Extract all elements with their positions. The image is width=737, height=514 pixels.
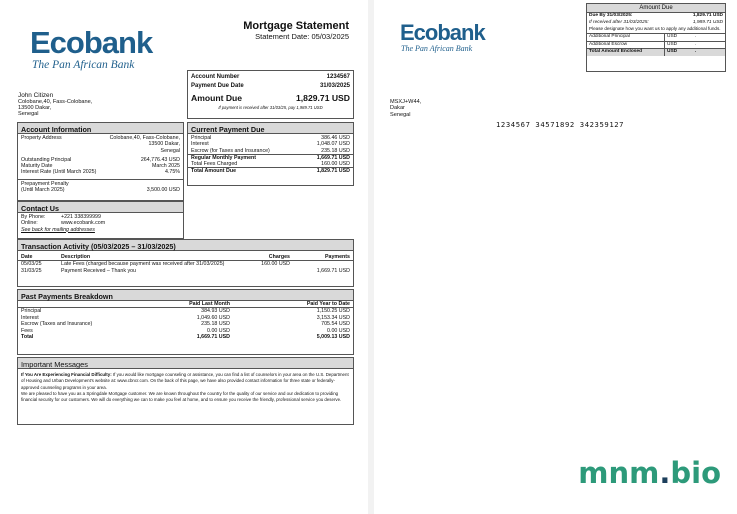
messages-body xyxy=(18,369,353,403)
remit-address-line: Senegal xyxy=(390,111,411,118)
col-description: Description xyxy=(61,254,91,260)
additional-escrow-label: Additional Escrow xyxy=(587,42,665,49)
coupon-due-label: Due By 31/03/2025: xyxy=(589,13,633,18)
customer-address xyxy=(18,93,92,117)
transaction-activity-heading: Transaction Activity (05/03/2025 – 31/03/2025) xyxy=(18,240,353,251)
currency-label: USD xyxy=(667,41,678,47)
table-row xyxy=(18,261,353,268)
logo-tagline: The Pan African Bank xyxy=(32,59,135,71)
row-label: Total Amount Due xyxy=(191,168,237,175)
total-enclosed-row xyxy=(587,48,725,56)
address-line: 13500 Dakar, xyxy=(148,141,180,148)
customer-address-line: Colobane,40, Fass-Colobane, xyxy=(18,99,93,105)
row-label: Escrow (for Taxes and Insurance) xyxy=(191,147,270,154)
important-messages-section xyxy=(17,357,354,425)
property-address-value xyxy=(110,135,180,154)
address-line: Colobane,40, Fass-Colobane, xyxy=(109,135,180,141)
interest-rate-label: Interest Rate (Until March 2025) xyxy=(21,169,97,176)
statement-page xyxy=(0,0,368,514)
coupon-late-label: If received after 31/03/2025: xyxy=(589,19,649,25)
row-label: Total Fees Charged xyxy=(191,161,238,168)
current-payment-row xyxy=(188,167,353,174)
additional-escrow-row xyxy=(587,41,725,49)
tx-charge: 160.00 USD xyxy=(243,261,293,268)
row-value: 1,048.07 USD xyxy=(316,141,350,148)
amount-due-label: Amount Due xyxy=(191,93,243,103)
past-year-to-date: 1,150.25 USD xyxy=(233,308,353,315)
past-last-month: 1,669.71 USD xyxy=(196,334,230,341)
row-label: Interest xyxy=(191,141,209,148)
row-value: 1,829.71 USD xyxy=(316,168,350,175)
amount-due-coupon xyxy=(586,3,726,72)
customer-address-line: 13500 Dakar, xyxy=(18,105,52,111)
amount-due-value: 1,829.71 USD xyxy=(296,93,350,103)
important-messages-heading: Important Messages xyxy=(18,358,353,369)
past-payments-heading: Past Payments Breakdown xyxy=(18,290,353,301)
remittance-page xyxy=(374,0,737,514)
account-information-heading: Account Information xyxy=(18,123,183,134)
tx-payment xyxy=(293,261,353,268)
watermark-text: bio xyxy=(670,456,721,490)
remit-address xyxy=(390,99,421,118)
property-address-label: Property Address xyxy=(21,135,62,141)
total-enclosed-input[interactable]: . xyxy=(695,49,697,54)
col-paid-year-to-date: Paid Year to Date xyxy=(306,301,350,307)
additional-principal-row xyxy=(587,33,725,41)
logo-wordmark: Ecobank xyxy=(400,20,485,45)
prepayment-penalty-label: Prepayment Penalty xyxy=(21,180,69,187)
watermark-dot: . xyxy=(659,456,671,490)
ecobank-logo xyxy=(400,22,485,53)
total-enclosed-label: Total Amount Enclosed xyxy=(587,49,665,56)
customer-address-line: Senegal xyxy=(18,111,39,117)
row-value: 160.00 USD xyxy=(321,161,350,168)
online-label: Online: xyxy=(21,220,38,227)
past-label: Interest xyxy=(21,314,39,321)
interest-rate-value: 4.75% xyxy=(164,169,180,176)
tx-description: Payment Received – Thank you xyxy=(61,267,136,274)
maturity-date-label: Maturity Date xyxy=(21,163,53,170)
logo-tagline: The Pan African Bank xyxy=(401,44,473,53)
past-year-to-date: 705.54 USD xyxy=(321,321,350,328)
outstanding-principal-label: Outstanding Principal xyxy=(21,156,72,163)
additional-principal-label: Additional Principal xyxy=(587,34,665,41)
col-payments: Payments xyxy=(324,254,350,260)
tx-date: 05/03/25 xyxy=(18,261,58,268)
coupon-late-value: 1,989.71 USD xyxy=(692,19,723,25)
account-number-value: 1234567 xyxy=(326,74,350,80)
watermark xyxy=(578,456,721,490)
prepayment-penalty-value: 3,500.00 USD xyxy=(146,187,180,194)
messages-lead: If You Are Experiencing Financial Difficulty: xyxy=(21,372,112,377)
maturity-date-value: March 2025 xyxy=(152,163,180,170)
row-label: Principal xyxy=(191,135,212,141)
row-label: Regular Monthly Payment xyxy=(191,154,257,161)
account-number-label: Account Number xyxy=(191,74,240,80)
coupon-due-value: 1,829.71 USD xyxy=(692,13,723,18)
contact-heading: Contact Us xyxy=(18,202,183,213)
address-line: Senegal xyxy=(160,147,180,154)
past-year-to-date: 3,153.34 USD xyxy=(316,314,350,321)
account-information-section xyxy=(17,122,184,201)
coupon-heading: Amount Due xyxy=(587,4,725,13)
row-value: 1,669.71 USD xyxy=(316,154,350,161)
past-payments-table xyxy=(18,301,353,340)
past-label: Fees xyxy=(21,327,33,334)
additional-escrow-input[interactable]: . xyxy=(695,41,697,47)
tx-date: 31/03/25 xyxy=(21,267,42,274)
contact-section xyxy=(17,201,184,239)
current-payment-rows xyxy=(188,135,353,175)
tx-description: Late Fees (charged because payment was received after 31/03/2025) xyxy=(58,261,243,268)
due-date-label: Payment Due Date xyxy=(191,83,244,89)
transaction-activity-section xyxy=(17,239,354,287)
transaction-table xyxy=(18,254,353,274)
table-row xyxy=(18,308,353,315)
current-payment-row xyxy=(188,154,353,161)
table-row xyxy=(18,334,353,340)
website-link[interactable]: www.ecobank.com xyxy=(61,220,106,227)
table-row xyxy=(18,268,353,274)
outstanding-principal-value: 264,776.43 USD xyxy=(140,156,180,163)
past-label: Escrow (Taxes and Insurance) xyxy=(21,321,93,328)
phone-label: By Phone: xyxy=(21,214,46,220)
coupon-note: Please designate how you want us to apply any additional funds. xyxy=(589,26,721,31)
past-last-month: 1,049.60 USD xyxy=(196,314,230,321)
tx-payment: 1,669.71 USD xyxy=(316,267,350,274)
logo-wordmark: Ecobank xyxy=(30,25,153,60)
summary-box xyxy=(187,70,354,119)
statement-date: Statement Date: 05/03/2025 xyxy=(255,32,349,41)
current-payment-section xyxy=(187,122,354,186)
messages-paragraph: If you would like mortgage counseling or assistance, you can find a list of counselors in your area on the U.S. Department of Housing and Urban Development's website at: www.cbncr.com. On the back of this page, we have also provided contact information for three state or federally-approved counseling programs in your area. xyxy=(21,372,349,390)
row-value: 386.46 USD xyxy=(321,135,350,141)
remit-address-line: Dakar xyxy=(390,105,405,112)
additional-principal-input[interactable]: . xyxy=(695,34,697,39)
past-last-month: 0.00 USD xyxy=(207,327,230,334)
currency-label: USD xyxy=(667,34,678,39)
row-value: 235.18 USD xyxy=(321,147,350,154)
remit-address-line: MSXJ+W44, xyxy=(390,99,422,105)
messages-paragraph: We are pleased to have you as a Springdale Mortgage customer. We are known throughout the country for the quality of our service and our dedication to providing financial security for our customers. We will do everything we can to make you feel at home, and to ensure you receive the friendly, professional service you deserve. xyxy=(21,390,342,403)
prepayment-penalty-period: (Until March 2025) xyxy=(21,187,65,194)
tx-charge xyxy=(243,268,293,274)
micr-line: 1234567 34571892 342359127 xyxy=(496,120,625,129)
due-date-value: 31/03/2025 xyxy=(319,83,350,89)
phone-value: +221 338399999 xyxy=(61,214,101,220)
currency-label: USD xyxy=(667,49,678,54)
col-charges: Charges xyxy=(268,254,290,260)
customer-name: John Citizen xyxy=(18,92,54,99)
past-label: Total xyxy=(21,334,34,341)
col-paid-last-month: Paid Last Month xyxy=(189,301,230,307)
watermark-text: mnm xyxy=(578,456,660,490)
past-year-to-date: 0.00 USD xyxy=(327,327,350,334)
mailing-note: See back for mailing addresses xyxy=(21,226,95,233)
past-payments-section xyxy=(17,289,354,355)
past-last-month: 235.18 USD xyxy=(201,321,230,328)
late-payment-note: If payment is received after 31/03/25, pay 1,989.71 USD xyxy=(218,105,323,110)
past-year-to-date: 5,009.13 USD xyxy=(316,334,350,341)
past-label: Principal xyxy=(18,308,143,315)
past-last-month: 384.93 USD xyxy=(143,308,233,315)
ecobank-logo xyxy=(30,25,153,71)
current-payment-heading: Current Payment Due xyxy=(188,123,353,134)
statement-title: Mortgage Statement xyxy=(243,20,349,32)
col-date: Date xyxy=(21,254,33,260)
